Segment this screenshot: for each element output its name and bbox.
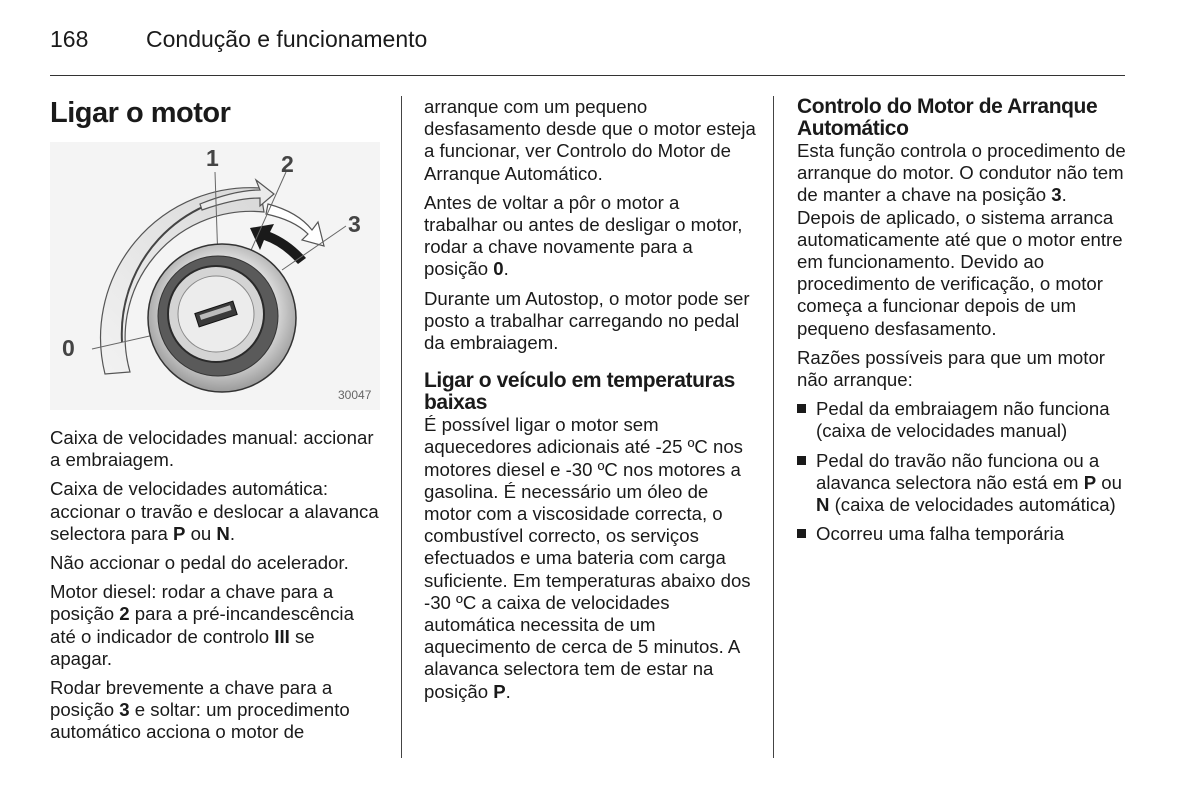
paragraph: arranque com um pequeno desfasamento desde que o motor esteja a funcionar, ver Controlo do Motor de Arranque Automático.	[424, 96, 756, 184]
page-number: 168	[50, 26, 89, 52]
position-label-0: 0	[62, 335, 75, 361]
column-divider-1	[401, 96, 402, 758]
column-2	[424, 96, 756, 710]
paragraph: Esta função controla o procedimento de arranque do motor. O condutor não tem de manter a chave na posição 3. Depois de aplicado, o sistema arranca automaticamente até que o motor entre em funcionamento. Devido ao procedimento de verificação, o motor começa a funcionar depois de um pequeno desfasamento.	[797, 140, 1126, 339]
paragraph: Antes de voltar a pôr o motor a trabalhar ou antes de desligar o motor, rodar a chave novamente para a posição 0.	[424, 191, 743, 280]
page-header	[50, 26, 427, 53]
column-1	[50, 96, 380, 751]
paragraph: Razões possíveis para que um motor não arranque:	[797, 346, 1105, 391]
ignition-key-figure	[50, 142, 380, 410]
glow-plug-indicator-icon: ΙΙΙ	[274, 625, 290, 647]
paragraph: Caixa de velocidades manual: accionar a embraiagem.	[50, 427, 374, 471]
list-item: Ocorreu uma falha temporária	[797, 523, 1129, 545]
paragraph: É possível ligar o motor sem aquecedores adicionais até -25 ºC nos motores diesel e -30 ºC nos motores a gasolina. É necessário um óleo de motor com a viscosidade correcta, o combustível correcto, os serviços efectuados e uma bateria com carga suficiente. Em temperaturas abaixo dos -30 ºC a caixa de velocidades automática necessita de um aquecimento de cerca de 5 minutos. A alavanca selectora tem de estar na posição P.	[424, 414, 751, 702]
section-title: Ligar o motor	[50, 97, 231, 129]
bullet-square-icon	[797, 529, 806, 538]
column-divider-2	[773, 96, 774, 758]
paragraph: Caixa de velocidades automática: accionar o travão e deslocar a alavanca selectora para P ou N.	[50, 478, 379, 544]
figure-code: 30047	[338, 388, 372, 402]
list-item: Pedal da embraiagem não funciona (caixa de velocidades manual)	[797, 398, 1129, 442]
column-3	[797, 96, 1129, 552]
list-item: Pedal do travão não funciona ou a alavanca selectora não está em P ou N (caixa de velocidades automática)	[797, 450, 1129, 517]
bullet-square-icon	[797, 404, 806, 413]
paragraph: Rodar brevemente a chave para a posição 3 e soltar: um procedimento automático acciona o motor de	[50, 677, 350, 743]
position-label-2: 2	[281, 151, 294, 177]
position-label-1: 1	[206, 145, 219, 171]
paragraph: Durante um Autostop, o motor pode ser posto a trabalhar carregando no pedal da embraiagem.	[424, 287, 750, 354]
subsection-heading: Ligar o veículo em temperaturas baixas	[424, 369, 735, 415]
paragraph: Não accionar o pedal do acelerador.	[50, 552, 349, 574]
ignition-diagram	[50, 142, 380, 410]
reasons-list	[797, 398, 1129, 545]
chapter-title: Condução e funcionamento	[146, 26, 428, 52]
bullet-square-icon	[797, 456, 806, 465]
subsection-heading: Controlo do Motor de Arranque Automático	[797, 95, 1098, 140]
position-label-3: 3	[348, 211, 361, 237]
header-rule	[50, 75, 1125, 76]
paragraph: Motor diesel: rodar a chave para a posição 2 para a pré-incandescência até o indicador de controlo ΙΙΙ se apagar.	[50, 581, 354, 669]
